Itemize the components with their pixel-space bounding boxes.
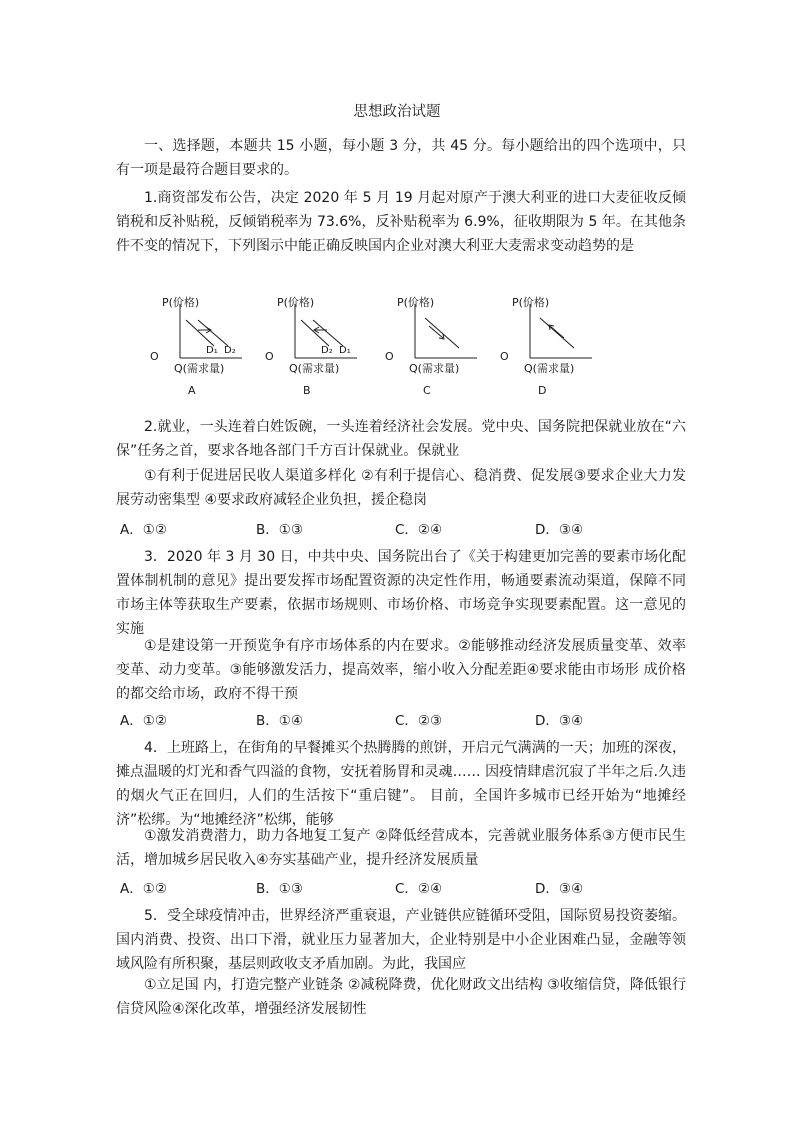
question-2-items: ①有利于促进居民收人渠道多样化 ②有利于提信心、稳消费、促发展③要求企业大力发展劳动密集型 ④要求政府减轻企业负担，援企稳岗 [116,468,686,508]
question-5-items: ①立足国 内，打造完整产业链条 ②减税降费，优化财政文出结构 ③收缩信贷，降低银行信贷风险④深化改革，增强经济发展韧性 [116,977,686,1017]
question-1-figures [150,290,630,402]
option-b[interactable]: B．①③ [256,522,303,538]
origin-label: O [500,350,509,363]
option-c[interactable]: C．②④ [395,522,443,538]
figure-b [265,290,375,402]
figure-label: D [538,384,547,397]
quantity-axis-label: Q(需求量) [524,362,575,375]
figure-c [385,290,495,402]
question-3-options [116,709,686,731]
figure-label: A [188,384,196,397]
question-5-stem: 5．受全球疫情冲击，世界经济严重衰退，产业链供应链循环受阻，国际贸易投资萎缩。国内消费、投资、出口下滑，就业压力显著加大，企业特别是中小企业困难凸显，金融等领域风险有所积聚，基层则政收支矛盾加剧。为此，我国应 [116,908,686,972]
figure-label: C [423,384,431,397]
option-a[interactable]: A．①② [120,881,167,897]
price-axis-label: P(价格) [397,296,435,309]
question-1-stem: 1.商资部发布公告，决定 2020 年 5 月 19 月起对原产于澳大利亚的进口大麦征收反倾销税和反补贴税，反倾销税率为 73.6%，反补贴税率为 6.9%，征收期限为 5 年。在其他条件不变的情况下，下列图示中能正确反映国内企业对澳大利亚大麦需求变动趋势的是 [116,190,686,254]
option-a[interactable]: A．①② [120,713,167,729]
curve-label-2: D₂ [224,345,236,356]
quantity-axis-label: Q(需求量) [409,362,460,375]
question-2-stem: 2.就业，一头连着白姓饭碗，一头连着经济社会发展。党中央、国务院把保就业放在“六保”任务之首，要求各地各部门千方百计保就业。保就业 [116,419,686,459]
section-instructions: 一、选择题，本题共 15 小题，每小题 3 分，共 45 分。每小题给出的四个选项中，只有一项是最符合题目要求的。 [116,138,686,178]
quantity-axis-label: Q(需求量) [174,362,225,375]
figure-a [150,290,260,402]
option-b[interactable]: B．①④ [256,713,303,729]
question-3-items: ①是建设第一开预览争有序市场体系的内在要求。②能够推动经济发展质量变革、效率变革、动力变革。③能够激发活力，提高效率，缩小收入分配差距④要求能由市场形 成价格的都交给市场，政府不得干预 [116,638,686,702]
option-d[interactable]: D．③④ [535,713,584,729]
option-c[interactable]: C．②④ [395,881,443,897]
question-4-items: ①激发消费潜力，助力各地复工复产 ②降低经营成本，完善就业服务体系③方便市民生活，增加城乡居民收入④夯实基础产业，提升经济发展质量 [116,828,686,868]
option-c[interactable]: C．②③ [395,713,443,729]
question-4-options [116,877,686,899]
price-axis-label: P(价格) [162,296,200,309]
quantity-axis-label: Q(需求量) [289,362,340,375]
curve-label-1: D₁ [206,345,218,356]
option-d[interactable]: D．③④ [535,881,584,897]
price-axis-label: P(价格) [512,296,550,309]
origin-label: O [385,350,394,363]
option-a[interactable]: A．①② [120,522,167,538]
origin-label: O [265,350,274,363]
question-2-options [116,518,686,540]
question-3-stem: 3．2020 年 3 月 30 日，中共中央、国务院出台了《关于构建更加完善的要素市场化配置体制机制的意见》提出要发挥市场配置资源的决定性作用，畅通要素流动渠道，保障不同市场主体等获取生产要素，依据市场规则、市场价格、市场竞争实现要素配置。这一意见的实施 [116,549,686,637]
option-b[interactable]: B．①③ [256,881,303,897]
curve-label-2: D₁ [339,345,351,356]
price-axis-label: P(价格) [277,296,315,309]
curve-label-1: D₂ [321,345,333,356]
figure-label: B [303,384,311,397]
option-d[interactable]: D．③④ [535,522,584,538]
page-title: 思想政治试题 [353,104,441,120]
origin-label: O [150,350,159,363]
question-4-stem: 4．上班路上，在街角的早餐摊买个热腾腾的煎饼，开启元气满满的一天；加班的深夜，摊点温暖的灯光和香气四溢的食物，安抚着肠胃和灵魂…… 因疫情肆虐沉寂了半年之后.久违的烟火气正在回归，人们的生活按下“重启键”。 目前，全国许多城市已经开始为“地摊经济”松绑。为“地摊经济”松绑，能够 [116,740,686,828]
figure-d [500,290,610,402]
